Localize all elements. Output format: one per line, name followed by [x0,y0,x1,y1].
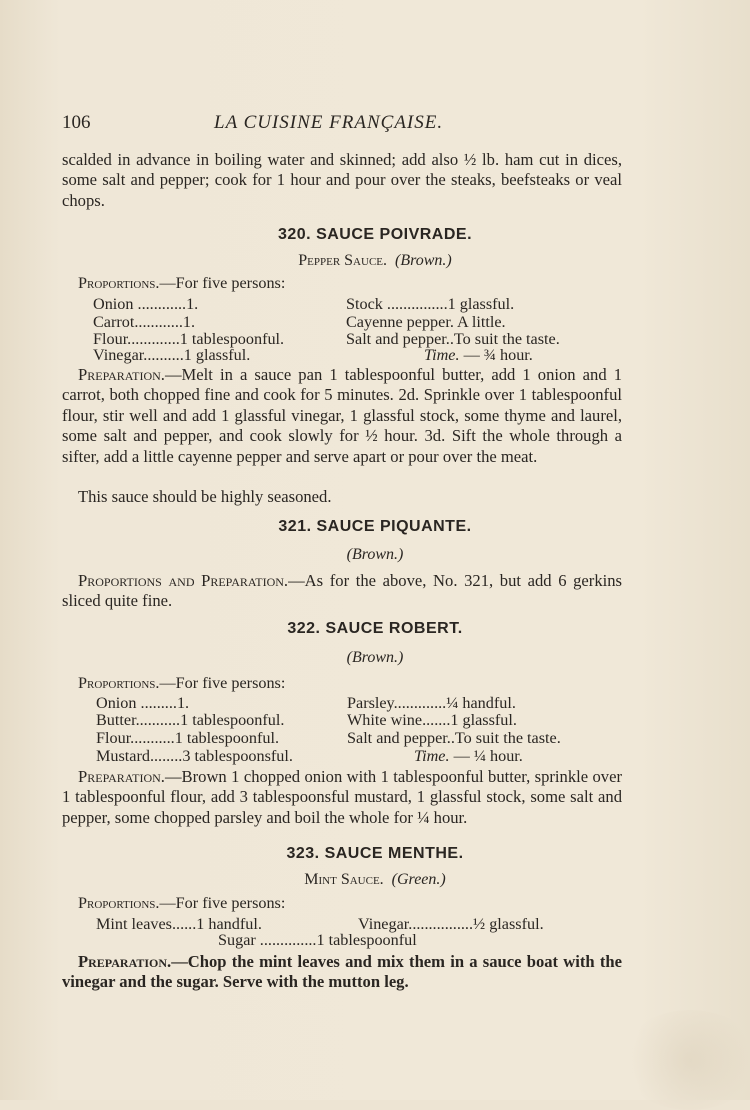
ingredient-left: Flour...........1 tablespoonful. [96,729,280,747]
ingredient-left: Butter...........1 tablespoonful. [96,711,285,729]
preparation-lead: Proportions and Preparation. [78,571,289,590]
recipe-323-title [0,845,750,863]
preparation-paragraph [62,767,622,828]
ingredient-left: Vinegar..........1 glassful. [93,346,251,364]
time-value: — ¼ hour. [453,747,523,765]
recipe-number: 322. [287,620,321,637]
proportions-text: —For five persons: [159,674,286,692]
time-line [414,747,523,766]
recipe-name: SAUCE POIVRADE. [316,226,473,243]
ingredient-right: Cayenne pepper. A little. [346,313,506,331]
ingredient-left: Flour.............1 tablespoonful. [93,330,285,348]
preparation-lead: Preparation. [78,952,172,971]
preparation-lead: Preparation. [78,365,165,384]
page-header [62,112,622,136]
preparation-paragraph [62,365,622,467]
proportions-lead: Proportions. [78,674,160,692]
recipe-323-subtitle [0,871,750,889]
preparation-paragraph [62,571,622,612]
ingredient-left: Mustard........3 tablespoonsful. [96,747,293,765]
recipe-320-subtitle [0,252,750,270]
proportions-lead: Proportions. [78,894,160,912]
subtitle-note: (Brown.) [346,546,404,563]
subtitle-note: (Green.) [391,871,446,888]
ingredient-right: Salt and pepper..To suit the taste. [346,330,560,348]
recipe-name: SAUCE ROBERT. [325,620,463,637]
proportions-heading [78,674,285,693]
recipe-number: 321. [278,518,312,535]
recipe-number: 320. [277,226,312,243]
subtitle-text: Pepper Sauce. [298,252,388,269]
recipe-322-subtitle [0,649,750,667]
subtitle-text: Mint Sauce. [304,871,384,888]
proportions-text: —For five persons: [159,894,286,912]
ingredient-left: Carrot............1. [93,313,196,331]
preparation-text: —Melt in a sauce pan 1 tablespoonful butter, add 1 onion and 1 carrot, both chopped fine and cook for 5 minutes. 2d. Sprinkle over 1 tablespoonful flour, stir well and add 1 glassful vinegar, 1 glassful stock, some thyme and laurel, some salt and pepper, and cook slowly for ½ hour. 3d. Sift the whole through a sifter, add a little cayenne pepper and serve apart or pour over the meat. [62,365,622,466]
page-number: 106 [62,112,91,133]
time-value: — ¾ hour. [463,346,533,364]
running-title: LA CUISINE FRANÇAISE. [214,112,444,133]
recipe-321-subtitle [0,546,750,564]
ingredient-right: Parsley.............¼ handful. [347,694,516,712]
ingredient-right: Stock ...............1 glassful. [346,295,515,313]
ingredient-sugar: Sugar ..............1 tablespoonful [218,931,417,949]
ingredient-right: White wine.......1 glassful. [347,711,517,729]
ingredient-right: Salt and pepper..To suit the taste. [347,729,561,747]
proportions-lead: Proportions. [78,274,160,292]
recipe-number: 323. [286,845,320,862]
preparation-text: —Chop the mint leaves and mix them in a sauce boat with the vinegar and the sugar. Serve with the mutton leg. [62,952,622,992]
recipe-322-title [0,620,750,638]
intro-paragraph: scalded in advance in boiling water and skinned; add also ½ lb. ham cut in dices, some salt and pepper; cook for 1 hour and pour over the steaks, beefsteaks or veal chops. [62,150,622,210]
recipe-name: SAUCE PIQUANTE. [316,518,472,535]
recipe-name: SAUCE MENTHE. [324,845,464,862]
recipe-321-title [0,518,750,536]
ingredient-vinegar: Vinegar................½ glassful. [358,915,544,933]
preparation-paragraph [62,952,622,993]
ingredient-left: Onion .........1. [96,694,190,712]
proportions-heading [78,894,285,913]
preparation-text: —Brown 1 chopped onion with 1 tablespoonful butter, sprinkle over 1 tablespoonful flour, add 3 tablespoonsful mustard, 1 glassful stock, some salt and pepper, some chopped parsley and boil the whole for ¼ hour. [62,767,622,827]
preparation-text: —As for the above, No. 321, but add 6 gerkins sliced quite fine. [62,571,622,611]
recipe-320-title [0,226,750,244]
paper-stain [620,1010,750,1110]
ingredient-mint: Mint leaves......1 handful. [96,915,262,933]
time-line [424,346,533,365]
proportions-heading [78,274,285,293]
subtitle-note: (Brown.) [346,649,404,666]
recipe-note: This sauce should be highly seasoned. [78,487,332,506]
preparation-lead: Preparation. [78,767,165,786]
proportions-text: —For five persons: [159,274,286,292]
time-label: Time. [414,747,450,765]
ingredient-left: Onion ............1. [93,295,199,313]
subtitle-note: (Brown.) [395,252,452,269]
time-label: Time. [424,346,460,364]
